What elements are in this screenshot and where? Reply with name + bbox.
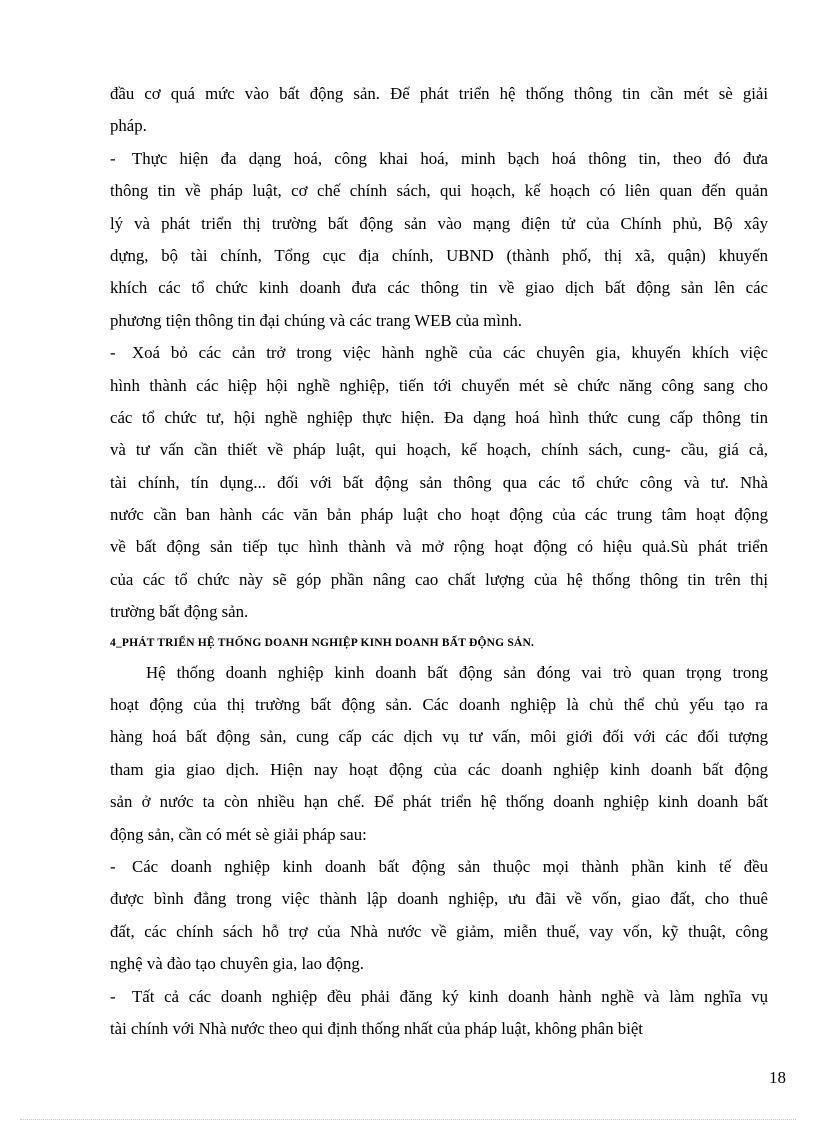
bullet-line-first: [110, 851, 768, 883]
text-line: pháp.: [110, 116, 147, 136]
bullet-marker: -: [110, 986, 116, 1006]
bullet-line-first: [110, 143, 768, 175]
bullet-marker: -: [110, 343, 116, 363]
bullet-marker: -: [110, 856, 116, 876]
text-line: hình thành các hiệp hội nghề nghiệp, tiến tới chuyển mét sè chức năng công sang cho: [110, 375, 768, 395]
text-line: đất, các chính sách hỗ trợ của Nhà nước về giảm, miễn thuế, vay vốn, kỹ thuật, công: [110, 921, 768, 941]
section-heading: 4_PHÁT TRIỂN HỆ THỐNG DOANH NGHIỆP KINH DOANH BẤT ĐỘNG SẢN.: [110, 636, 535, 649]
bullet-marker: -: [110, 148, 116, 168]
text-line: về bất động sản tiếp tục hình thành và mở rộng hoạt động có hiệu quả.Sù phát triển: [110, 537, 768, 557]
text-line: phương tiện thông tin đại chúng và các trang WEB của mình.: [110, 310, 522, 330]
page-number: 18: [769, 1068, 786, 1087]
text-line: lý và phát triển thị trường bất động sản vào mạng điện tử của Chính phủ, Bộ xây: [110, 213, 768, 233]
text-line: các tổ chức tư, hội nghề nghiệp thực hiện. Đa dạng hoá hình thức cung cấp thông tin: [110, 407, 768, 427]
text-line: trường bất động sản.: [110, 602, 249, 622]
text-line: hàng hoá bất động sản, cung cấp các dịch vụ tư vấn, môi giới đối với các đối tượng: [110, 727, 768, 747]
text-line: Hệ thống doanh nghiệp kinh doanh bất động sản đóng vai trò quan trọng trong: [146, 662, 768, 682]
text-line: khích các tổ chức kinh doanh đưa các thông tin về giao dịch bất động sản lên các: [110, 278, 768, 298]
text-line: tài chính với Nhà nước theo qui định thống nhất của pháp luật, không phân biệt: [110, 1018, 643, 1038]
bullet-line-first: [110, 337, 768, 369]
text-line: và tư vấn cần thiết về pháp luật, qui hoạch, kế hoạch, chính sách, cung- cầu, giá cả,: [110, 440, 768, 460]
bullet-line-first: [110, 981, 768, 1013]
text-line: nước cần ban hành các văn bản pháp luật cho hoạt động của các trung tâm hoạt động: [110, 505, 768, 525]
text-line: sản ở nước ta còn nhiều hạn chế. Để phát triển hệ thống doanh nghiệp kinh doanh bất: [110, 792, 768, 812]
body-text: [110, 78, 768, 1045]
text-line: tham gia giao dịch. Hiện nay hoạt động của các doanh nghiệp kinh doanh bất động: [110, 759, 768, 779]
text-line: đầu cơ quá mức vào bất động sản. Để phát triển hệ thống thông tin cần mét sè giải: [110, 84, 768, 103]
text-span: Tất cả các doanh nghiệp đều phải đăng ký kinh doanh hành nghề và làm nghĩa vụ: [132, 986, 768, 1006]
text-line: dựng, bộ tài chính, Tổng cục địa chính, UBND (thành phố, thị xã, quận) khuyến: [110, 245, 768, 265]
text-line: hoạt động của thị trường bất động sản. Các doanh nghiệp là chủ thể chủ yếu tạo ra: [110, 695, 768, 715]
text-line: tài chính, tín dụng... đối với bất động sản thông qua các tổ chức công và tư. Nhà: [110, 472, 768, 492]
text-line: động sản, cần có mét sè giải pháp sau:: [110, 824, 367, 844]
text-span: Xoá bỏ các cản trở trong việc hành nghề của các chuyên gia, khuyến khích việc: [132, 343, 768, 363]
page-bottom-divider: [20, 1119, 796, 1120]
text-line: thông tin về pháp luật, cơ chế chính sách, qui hoạch, kế hoạch có liên quan đến quản: [110, 181, 768, 201]
text-line: được bình đẳng trong việc thành lập doanh nghiệp, ưu đãi về vốn, giao đất, cho thuê: [110, 889, 768, 909]
text-span: Các doanh nghiệp kinh doanh bất động sản thuộc mọi thành phần kinh tế đều: [132, 856, 768, 876]
text-span: Thực hiện đa dạng hoá, công khai hoá, minh bạch hoá thông tin, theo đó đưa: [132, 148, 768, 168]
text-line: của các tổ chức này sẽ góp phần nâng cao chất lượng của hệ thống thông tin trên thị: [110, 569, 768, 589]
text-line: nghệ và đào tạo chuyên gia, lao động.: [110, 954, 364, 974]
